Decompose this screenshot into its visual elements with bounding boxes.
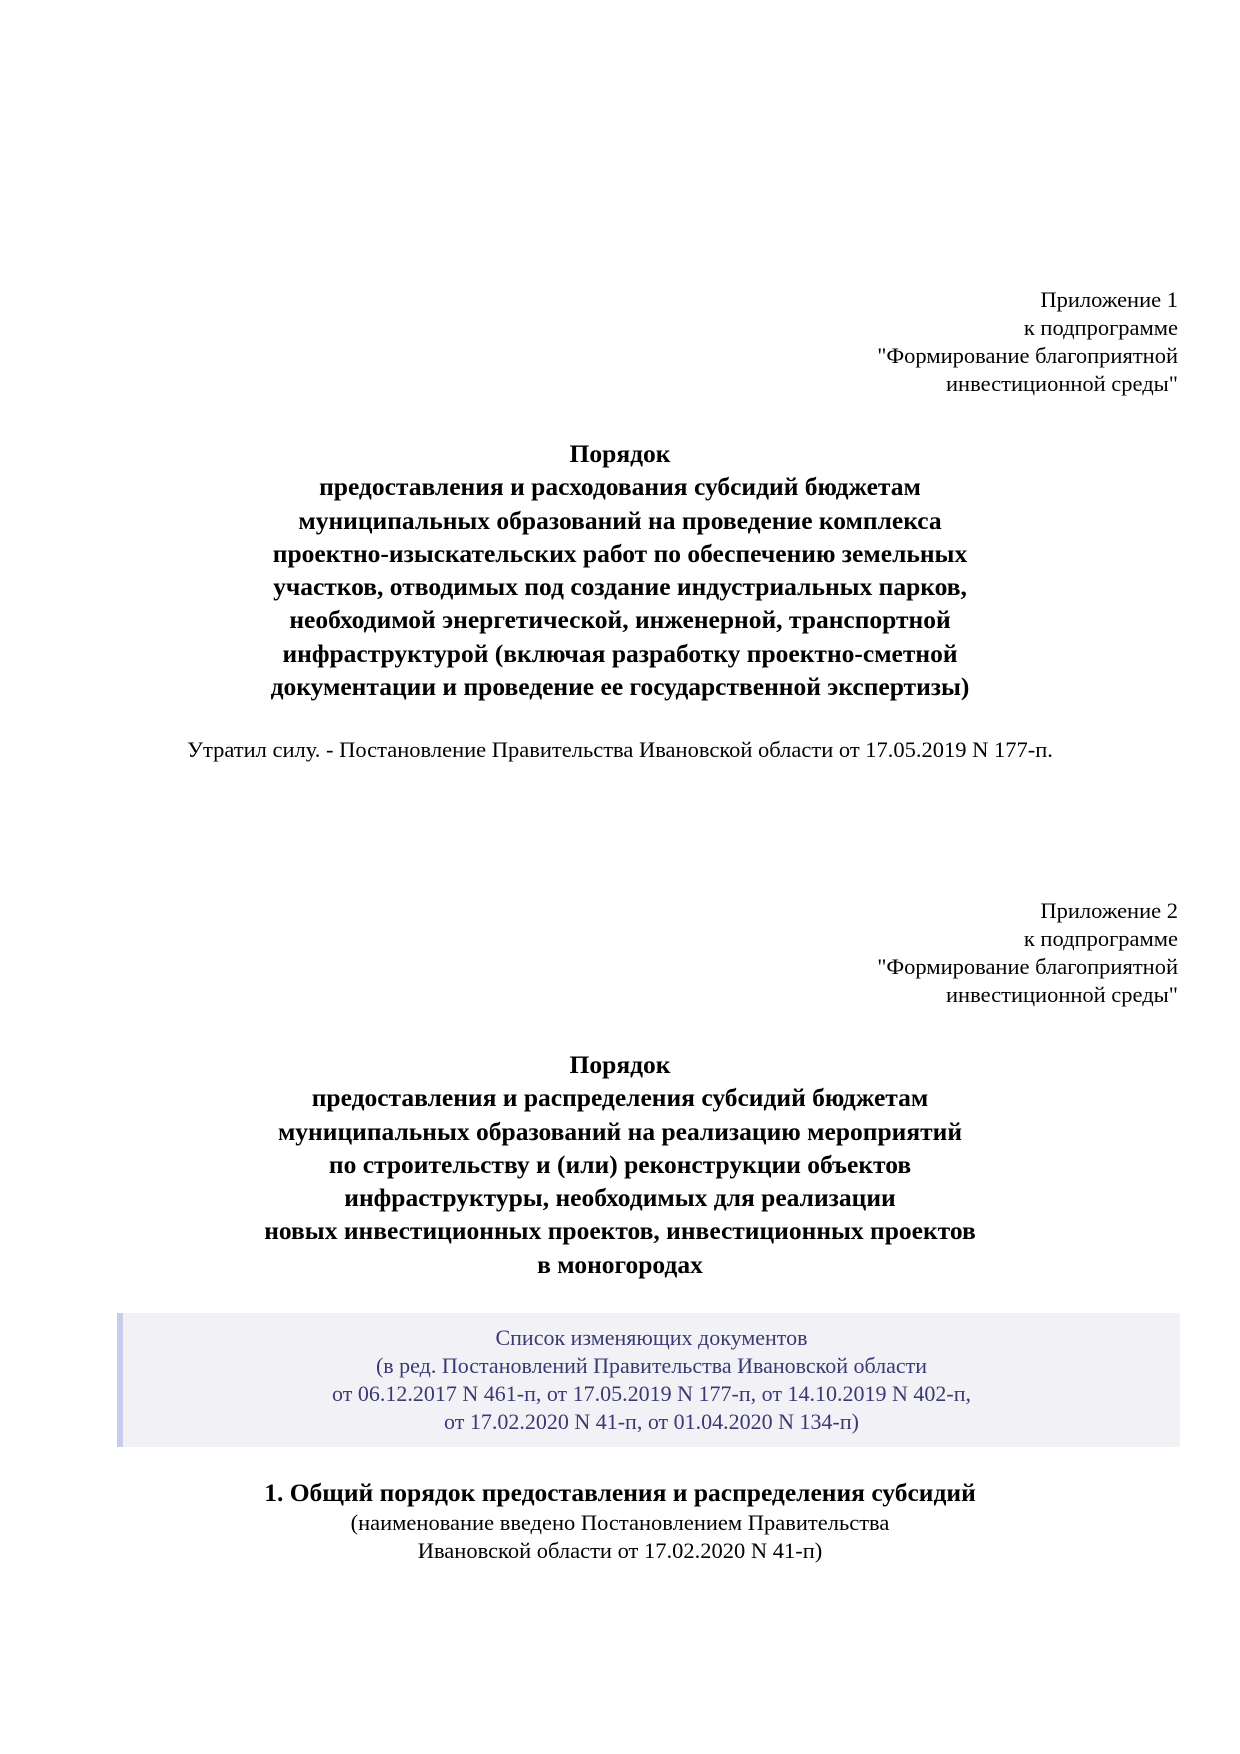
title-line: муниципальных образований на реализацию мероприятий (277, 1116, 963, 1146)
amending-documents-line: от 06.12.2017 N 461-п, от 17.05.2019 N 177-п, от 14.10.2019 N 402-п, (332, 1381, 971, 1406)
title-line: по строительству и (или) реконструкции объектов (328, 1149, 912, 1179)
title-line: необходимой энергетической, инженерной, транспортной (289, 605, 951, 635)
amending-documents-heading: Список изменяющих документов (495, 1325, 808, 1350)
title-line: муниципальных образований на проведение комплекса (298, 505, 942, 535)
appendix-1-subprogram-name-cont: инвестиционной среды" (946, 371, 1178, 396)
title-line: документации и проведение ее государственной экспертизы) (270, 672, 970, 702)
appendix-2-subprogram-name: "Формирование благоприятной (877, 954, 1178, 979)
title-line: в моногородах (537, 1249, 703, 1279)
appendix-2-subprogram-name-cont: инвестиционной среды" (946, 982, 1178, 1007)
title-line: проектно-изыскательских работ по обеспечению земельных (272, 538, 968, 568)
title-line: инфраструктуры, необходимых для реализации (344, 1183, 896, 1213)
appendix-2-title (0, 1048, 1240, 1281)
section-1-title: 1. Общий порядок предоставления и распределения субсидий (264, 1478, 976, 1507)
appendix-1-note (877, 286, 1178, 398)
title-line: новых инвестиционных проектов, инвестиционных проектов (264, 1216, 976, 1246)
repealed-note: Утратил силу. - Постановление Правительства Ивановской области от 17.05.2019 N 177-п. (187, 737, 1053, 762)
amending-documents-line: от 17.02.2020 N 41-п, от 01.04.2020 N 134-п) (444, 1409, 859, 1434)
title-line: инфраструктурой (включая разработку проектно-сметной (282, 638, 958, 668)
section-1-note-cont: Ивановской области от 17.02.2020 N 41-п) (417, 1538, 823, 1563)
section-1-heading (0, 1477, 1240, 1565)
appendix-1-label: Приложение 1 (1040, 287, 1178, 312)
title-line: предоставления и распределения субсидий бюджетам (311, 1083, 929, 1113)
appendix-1-title (0, 437, 1240, 703)
amending-documents-box (117, 1313, 1180, 1447)
title-line: предоставления и расходования субсидий бюджетам (319, 472, 921, 502)
appendix-2-label: Приложение 2 (1040, 898, 1178, 923)
title-line: Порядок (569, 439, 671, 468)
amending-documents-line: (в ред. Постановлений Правительства Ивановской области (375, 1353, 928, 1378)
appendix-1-subprogram-name: "Формирование благоприятной (877, 343, 1178, 368)
appendix-2-note (877, 897, 1178, 1009)
section-1-note: (наименование введено Постановлением Правительства (350, 1510, 890, 1535)
appendix-2-subprogram-ref: к подпрограмме (1023, 926, 1178, 951)
title-line: Порядок (569, 1050, 671, 1079)
appendix-1-subprogram-ref: к подпрограмме (1023, 315, 1178, 340)
title-line: участков, отводимых под создание индустриальных парков, (273, 572, 967, 602)
